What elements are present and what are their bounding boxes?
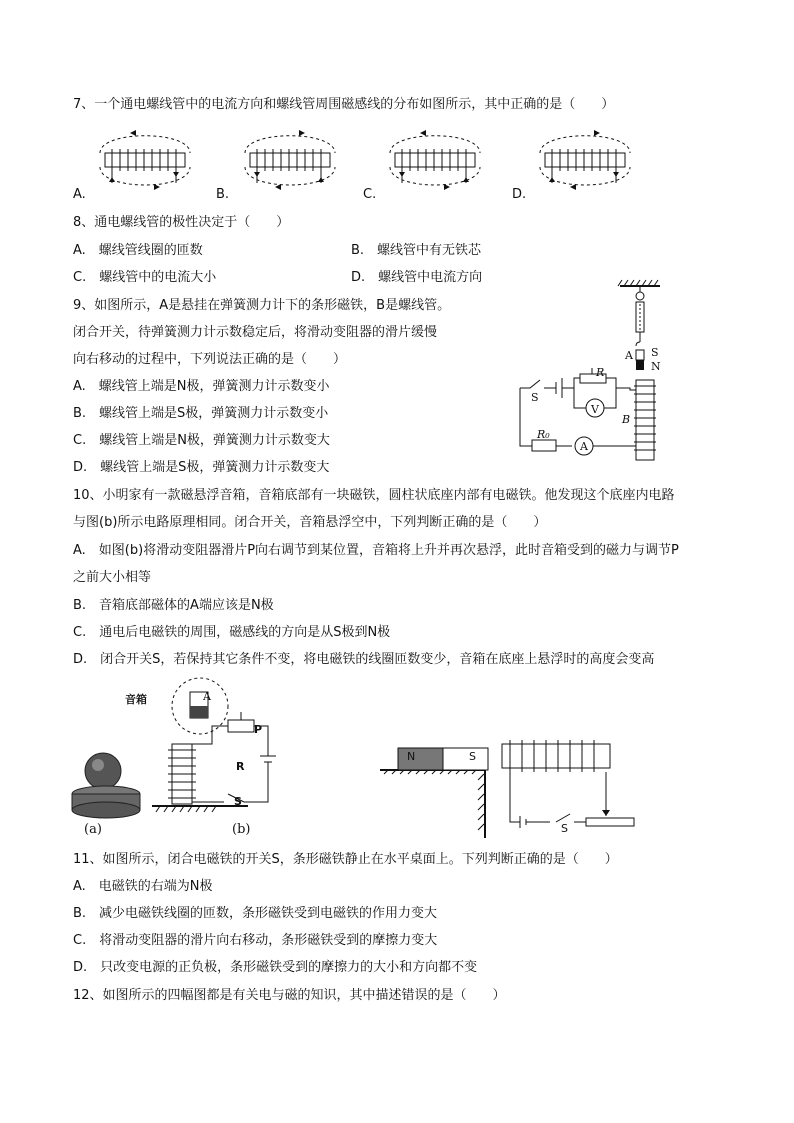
q11-label-n: N [407, 750, 416, 763]
q10-figure [68, 676, 308, 841]
q10-option-c: C. 通电后电磁铁的周围，磁感线的方向是从S极到N极 [73, 625, 391, 640]
q7-option-b: B. [216, 187, 230, 202]
q10-option-d: D. 闭合开关S，若保持其它条件不变，将电磁铁的线圈匝数变少，音箱在底座上悬浮时的高度会变高 [73, 652, 655, 667]
q10-option-a: A. 如图(b)将滑动变阻器滑片P向右调节到某位置，音箱将上升并再次悬浮，此时音箱受到的磁力与调节P [73, 543, 679, 558]
q11-option-d: D. 只改变电源的正负极，条形磁铁受到的摩擦力的大小和方向都不变 [73, 960, 478, 975]
q8-stem: 8、通电螺线管的极性决定于（ ） [73, 215, 290, 230]
q8-option-c: C. 螺线管中的电流大小 [73, 270, 217, 285]
q9-label-n: N [651, 360, 661, 373]
q9-label-s: S [651, 346, 659, 359]
q7-stem: 7、一个通电螺线管中的电流方向和螺线管周围磁感线的分布如图所示，其中正确的是（ ） [73, 97, 615, 112]
q8-option-a: A. 螺线管线圈的匝数 [73, 243, 203, 258]
q9-stem-line-1: 9、如图所示，A是悬挂在弹簧测力计下的条形磁铁，B是螺线管。 [73, 298, 451, 313]
q11-option-a: A. 电磁铁的右端为N极 [73, 879, 213, 894]
q10-label-b-caption: (b) [232, 822, 251, 837]
q10-label-r: R [236, 760, 245, 773]
q10-option-a-cont: 之前大小相等 [73, 570, 152, 585]
q9-figure [510, 278, 670, 463]
q9-label-ammeter: A [580, 440, 588, 453]
q11-option-c: C. 将滑动变阻器的滑片向右移动，条形磁铁受到的摩擦力变大 [73, 933, 438, 948]
q9-stem-line-3: 向右移动的过程中，下列说法正确的是（ ） [73, 352, 347, 367]
q8-option-b: B. 螺线管中有无铁芯 [351, 243, 482, 258]
q9-stem-line-2: 闭合开关，待弹簧测力计示数稳定后，将滑动变阻器的滑片缓慢 [73, 325, 438, 340]
q9-label-a: A [625, 349, 633, 362]
q9-option-b: B. 螺线管上端是S极，弹簧测力计示数变小 [73, 406, 329, 421]
q11-label-s: S [469, 750, 476, 763]
q7-option-c: C. [363, 187, 377, 202]
q11-label-switch: S [561, 822, 568, 835]
q11-option-b: B. 减少电磁铁线圈的匝数，条形磁铁受到电磁铁的作用力变大 [73, 906, 438, 921]
q7-figure-c [380, 125, 490, 195]
q7-figure-b [235, 125, 345, 195]
q10-stem-line-1: 10、小明家有一款磁悬浮音箱，音箱底部有一块磁铁，圆柱状底座内部有电磁铁。他发现这个底座内电路 [73, 488, 675, 503]
q12-stem: 12、如图所示的四幅图都是有关电与磁的知识，其中描述错误的是（ ） [73, 988, 506, 1003]
q10-stem-line-2: 与图(b)所示电路原理相同。闭合开关，音箱悬浮空中，下列判断正确的是（ ） [73, 515, 547, 530]
q9-label-r: R [596, 366, 605, 379]
q10-option-b: B. 音箱底部磁体的A端应该是N极 [73, 598, 274, 613]
q9-label-v: V [591, 403, 599, 416]
q7-option-d: D. [512, 187, 527, 202]
q8-option-d: D. 螺线管中电流方向 [351, 270, 483, 285]
q9-label-switch: S [531, 391, 539, 404]
q10-label-speaker: 音箱 [125, 693, 147, 706]
q9-option-c: C. 螺线管上端是N极，弹簧测力计示数变大 [73, 433, 330, 448]
q10-label-s: S [234, 795, 242, 808]
q10-label-p: P [254, 723, 263, 736]
q9-label-r0: R₀ [537, 428, 550, 441]
q9-option-a: A. 螺线管上端是N极，弹簧测力计示数变小 [73, 379, 330, 394]
q11-stem: 11、如图所示，闭合电磁铁的开关S，条形磁铁静止在水平桌面上。下列判断正确的是（ ） [73, 852, 618, 867]
q9-option-d: D. 螺线管上端是S极，弹簧测力计示数变大 [73, 460, 330, 475]
q7-option-a: A. [73, 187, 86, 202]
q10-label-a-caption: (a) [84, 822, 102, 837]
q11-figure [380, 730, 650, 840]
q9-label-b: B [622, 413, 631, 426]
q7-figure-a [90, 125, 200, 195]
q7-figure-d [530, 125, 640, 195]
q10-label-a: A [203, 690, 211, 703]
